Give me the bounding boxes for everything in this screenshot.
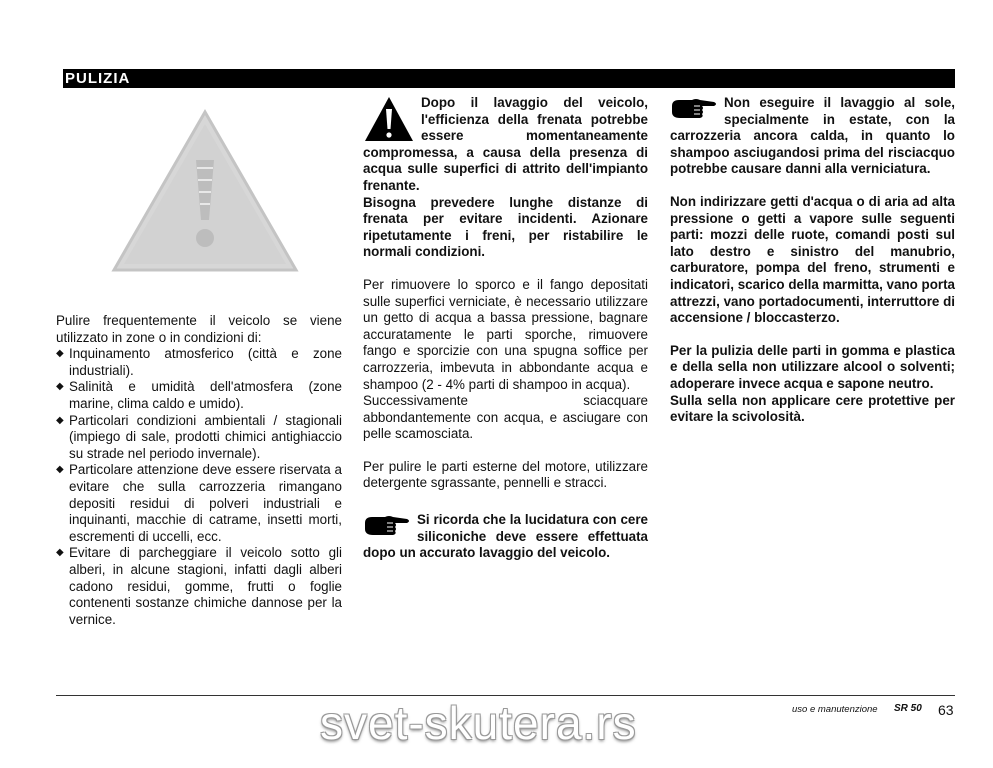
column-2 (363, 95, 648, 562)
column-1 (56, 313, 342, 628)
note-block (670, 95, 955, 178)
footer-model-label: SR 50 (894, 703, 922, 714)
note-text: Si ricorda che la lucidatura con cere siliconiche deve essere effettuata dopo un accurato lavaggio del veicolo. (363, 512, 648, 561)
paragraph: Per la pulizia delle parti in gomma e plastica e della sella non utilizzare alcool o solventi; adoperare invece acqua e sapone neutro. (670, 342, 955, 391)
paragraph: Per pulire le parti esterne del motore, utilizzare detergente sgrassante, pennelli e stracci. (363, 458, 648, 491)
paragraph: Per rimuovere lo sporco e il fango depositati sulle superfici verniciate, è necessario utilizzare un getto di acqua a bassa pressione, bagnare accuratamente le parti sporche, rimuovere fango e sporcizie con una spugna soffice per carrozzeria, imbevuta in abbondante acqua e shampoo (2 - 4% parti di shampoo in acqua). (363, 276, 648, 392)
list-item: ◆ Particolare attenzione deve essere riservata a evitare che sulla carrozzeria rimangano depositi residui di polveri industriali e inquinanti, macchie di catrame, insetti morti, escrementi di uccelli, ecc. (56, 462, 342, 545)
note-text: Non eseguire il lavaggio al sole, specialmente in estate, con la carrozzeria ancora calda, in quanto lo shampoo asciugandosi prima del risciacquo potrebbe causare danni alla verniciatura. (670, 95, 955, 177)
page-number: 63 (938, 702, 954, 718)
warning-text: Dopo il lavaggio del veicolo, l'efficienza della frenata potrebbe essere momentaneamente compromessa, a causa della presenza di acqua sulle superfici di attrito dell'impianto frenante. (363, 95, 648, 193)
warning-sign-icon (363, 95, 415, 143)
footer-manual-label: uso e manutenzione (792, 704, 878, 715)
column-3 (670, 95, 955, 426)
section-title: PULIZIA (65, 70, 131, 87)
watermark-text: svet-skutera.rs (320, 697, 637, 749)
warning-triangle-icon (110, 108, 300, 274)
pointing-hand-icon (363, 513, 411, 539)
paragraph: Successivamente sciacquare abbondantemente con acqua, e asciugare con pelle scamosciata. (363, 393, 648, 442)
paragraph: Sulla sella non applicare cere protettive per evitare la scivolosità. (670, 392, 955, 425)
list-item: ◆ Salinità e umidità dell'atmosfera (zone marine, clima caldo e umido). (56, 379, 342, 412)
list-item: ◆ Particolari condizioni ambientali / stagionali (impiego di sale, prodotti chimici antighiaccio su strade nel periodo invernale). (56, 413, 342, 463)
list-item: ◆ Evitare di parcheggiare il veicolo sotto gli alberi, in alcune stagioni, infatti dagli alberi cadono residui, gomme, frutti o foglie contenenti sostanze chimiche dannose per la vernice. (56, 545, 342, 628)
list-item: ◆ Inquinamento atmosferico (città e zone industriali). (56, 346, 342, 379)
section-header-bar (63, 69, 955, 88)
paragraph: Non indirizzare getti d'acqua o di aria ad alta pressione o getti a vapore sulle seguenti parti: mozzi delle ruote, comandi posti sul lato destro e sinistro del manubrio, carburatore, pompa del freno, strumenti e indicatori, scarico della marmitta, vano porta attrezzi, vano portadocumenti, interruttore di accensione / bloccasterzo. (670, 193, 956, 326)
conditions-list (56, 346, 342, 628)
warning-block (363, 95, 648, 261)
pointing-hand-icon (670, 96, 718, 122)
warning-text-2: Bisogna prevedere lunghe distanze di frenata per evitare incidenti. Azionare ripetutamente i freni, per ristabilire le normali condizioni. (363, 194, 648, 260)
note-block (363, 512, 648, 562)
intro-text: Pulire frequentemente il veicolo se viene utilizzato in zone o in condizioni di: (56, 313, 342, 345)
